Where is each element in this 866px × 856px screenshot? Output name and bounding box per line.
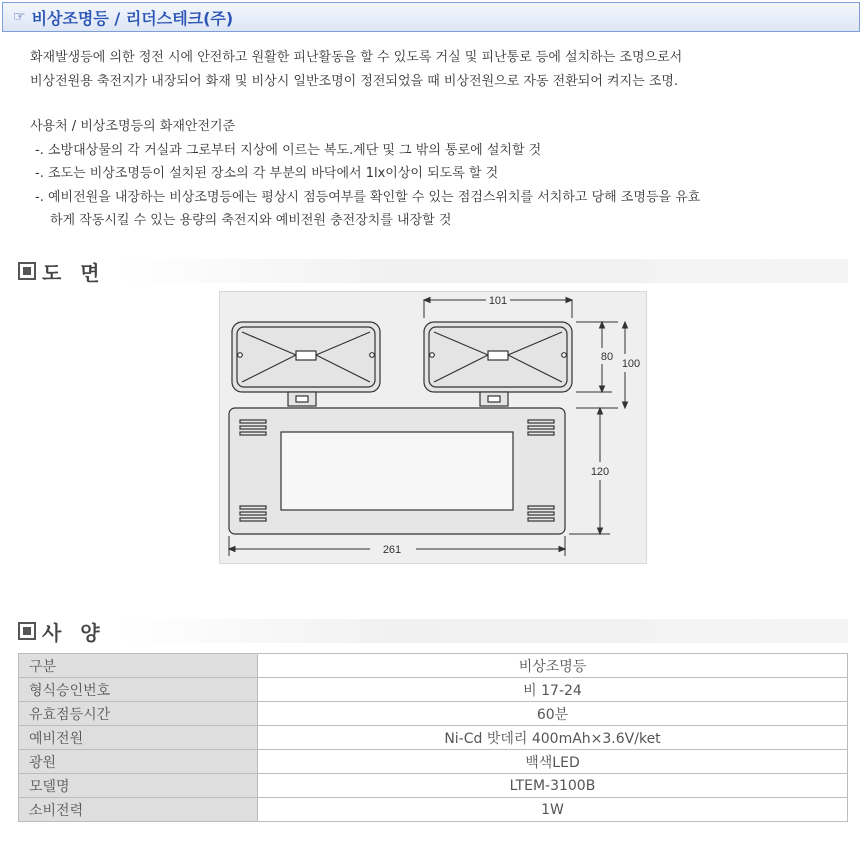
spec-value: 백색LED [258, 750, 848, 774]
drawing-section-title: 도 면 [42, 260, 106, 285]
dim-width-total: 261 [382, 544, 402, 556]
spec-value: 60분 [258, 702, 848, 726]
spec-key: 광원 [19, 750, 258, 774]
spec-key: 형식승인번호 [19, 678, 258, 702]
table-row [19, 750, 848, 774]
table-row [19, 798, 848, 822]
spec-key: 구분 [19, 654, 258, 678]
usage-section [30, 115, 840, 233]
lamp-body [229, 408, 565, 534]
square-bullet-icon [18, 622, 36, 640]
spec-key: 유효점등시간 [19, 702, 258, 726]
intro-paragraph [30, 46, 840, 94]
pointing-hand-icon: ☞ [13, 9, 26, 25]
drawing-section-header [18, 259, 848, 283]
right-lamp-head [424, 322, 572, 392]
table-row [19, 726, 848, 750]
product-drawing [219, 291, 647, 564]
spec-table [18, 653, 848, 822]
spec-value: Ni-Cd 밧데리 400mAh×3.6V/ket [258, 726, 848, 750]
dim-height-lamp: 80 [600, 351, 614, 363]
spec-key: 예비전원 [19, 726, 258, 750]
spec-key: 모델명 [19, 774, 258, 798]
dim-width-head: 101 [488, 295, 508, 307]
left-lamp-head [232, 322, 380, 392]
table-row [19, 654, 848, 678]
intro-line: 화재발생등에 의한 정전 시에 안전하고 원활한 피난활동을 할 수 있도록 거실 및 피난통로 등에 설치하는 조명으로서 [30, 50, 683, 65]
spec-value: LTEM-3100B [258, 774, 848, 798]
spec-value: 1W [258, 798, 848, 822]
page-title: 비상조명등 / 리더스테크(주) [31, 8, 234, 28]
usage-item-continuation: 하게 작동시킬 수 있는 용량의 축전지와 예비전원 충전장치를 내장할 것 [50, 213, 452, 228]
intro-line: 비상전원용 축전지가 내장되어 화재 및 비상시 일반조명이 정전되었을 때 비상전원으로 자동 전환되어 켜지는 조명. [30, 74, 679, 89]
dim-height-head: 100 [621, 358, 641, 370]
usage-item: -. 조도는 비상조명등이 설치된 장소의 각 부분의 바닥에서 1lx이상이 되도록 할 것 [35, 166, 499, 181]
square-bullet-icon [18, 262, 36, 280]
title-bar [2, 2, 860, 32]
table-row [19, 702, 848, 726]
spec-key: 소비전력 [19, 798, 258, 822]
spec-value: 비 17-24 [258, 678, 848, 702]
dim-height-body: 120 [590, 466, 610, 478]
table-row [19, 774, 848, 798]
usage-item: -. 소방대상물의 각 거실과 그로부터 지상에 이르는 복도.계단 및 그 밖의 통로에 설치할 것 [35, 142, 542, 158]
spec-section-header [18, 619, 848, 643]
usage-heading: 사용처 / 비상조명등의 화재안전기준 [30, 119, 236, 134]
spec-value: 비상조명등 [258, 654, 848, 678]
product-drawing-svg [220, 292, 646, 563]
usage-item: -. 예비전원을 내장하는 비상조명등에는 평상시 점등여부를 확인할 수 있는 점검스위치를 서치하고 당해 조명등을 유효 [35, 189, 701, 205]
spec-section-title: 사 양 [42, 620, 106, 645]
table-row [19, 678, 848, 702]
